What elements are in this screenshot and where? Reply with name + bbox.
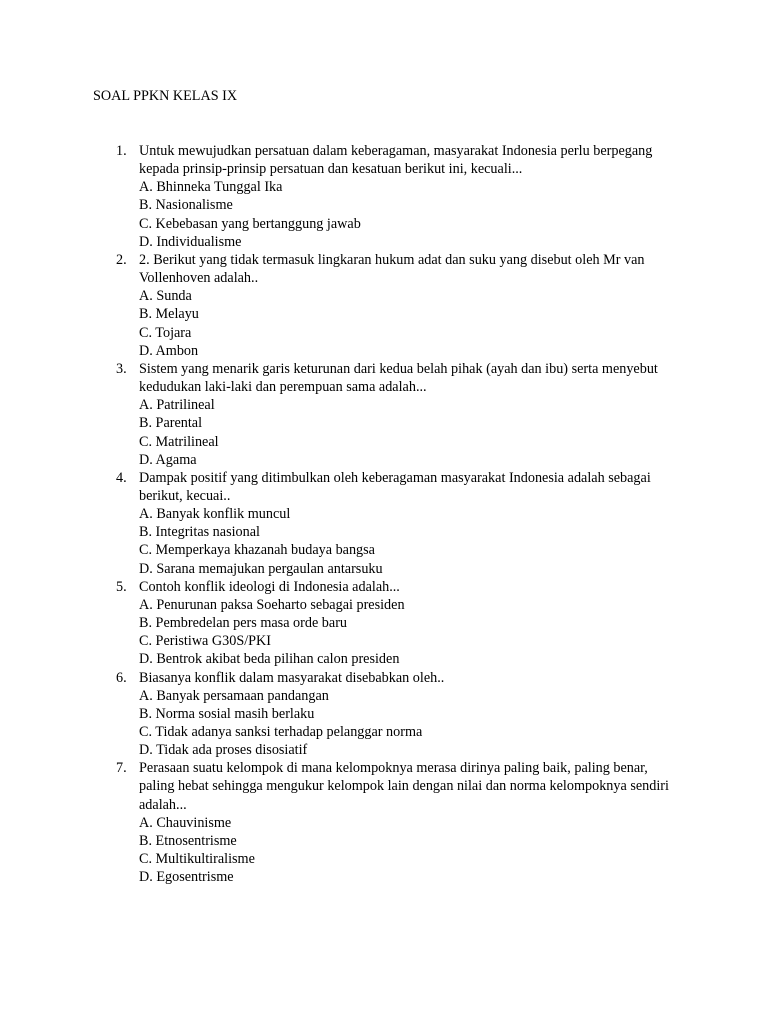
question-text: Untuk mewujudkan persatuan dalam keberagaman, masyarakat Indonesia perlu berpegang kepada prinsip-prinsip persatuan dan kesatuan berikut ini, kecuali...: [139, 143, 653, 178]
answer-option: A. Chauvinisme: [139, 814, 232, 831]
page-title: SOAL PPKN KELAS IX: [93, 88, 238, 104]
answer-option: B. Integritas nasional: [139, 524, 260, 541]
answer-options: [139, 505, 768, 578]
answer-option: B. Nasionalisme: [139, 197, 233, 214]
answer-option: B. Melayu: [139, 306, 199, 323]
question-list: [0, 142, 768, 886]
answer-option: A. Patrilineal: [139, 397, 215, 414]
answer-option: A. Penurunan paksa Soeharto sebagai presiden: [139, 596, 405, 613]
answer-option: A. Banyak konflik muncul: [139, 506, 291, 523]
answer-option: C. Matrilineal: [139, 433, 219, 450]
answer-option: B. Parental: [139, 415, 203, 432]
question-item: [0, 578, 768, 669]
answer-option: C. Kebebasan yang bertanggung jawab: [139, 215, 361, 232]
answer-options: [139, 178, 768, 251]
answer-option: D. Tidak ada proses disosiatif: [139, 742, 308, 759]
question-number: 3.: [116, 360, 127, 377]
question-text: 2. Berikut yang tidak termasuk lingkaran hukum adat dan suku yang disebut oleh Mr van Vollenhoven adalah..: [139, 251, 645, 287]
answer-option: D. Individualisme: [139, 233, 242, 250]
question-number: 7.: [116, 760, 127, 777]
answer-option: C. Multikultiralisme: [139, 851, 255, 868]
answer-option: B. Pembredelan pers masa orde baru: [139, 615, 348, 632]
answer-options: [139, 687, 768, 760]
question-item: [0, 360, 768, 469]
question-item: [0, 142, 768, 251]
answer-option: A. Bhinneka Tunggal Ika: [139, 179, 283, 196]
question-text: Dampak positif yang ditimbulkan oleh keberagaman masyarakat Indonesia adalah sebagai berikut, kecuai..: [139, 469, 651, 504]
question-number: 1.: [116, 143, 127, 159]
question-text: Contoh konflik ideologi di Indonesia adalah...: [139, 578, 400, 595]
question-number: 2.: [116, 251, 127, 268]
answer-option: B. Norma sosial masih berlaku: [139, 705, 315, 722]
answer-option: C. Tojara: [139, 324, 192, 341]
question-item: [0, 469, 768, 578]
answer-option: C. Tidak adanya sanksi terhadap pelanggar norma: [139, 724, 423, 740]
answer-options: [139, 814, 768, 887]
answer-option: D. Egosentrisme: [139, 869, 234, 886]
answer-option: B. Etnosentrisme: [139, 832, 237, 849]
answer-option: A. Banyak persamaan pandangan: [139, 687, 329, 704]
question-number: 6.: [116, 669, 127, 686]
answer-option: D. Ambon: [139, 342, 199, 359]
answer-option: C. Peristiwa G30S/PKI: [139, 633, 272, 650]
question-item: [0, 759, 768, 886]
answer-options: [139, 596, 768, 669]
question-text: Perasaan suatu kelompok di mana kelompoknya merasa dirinya paling baik, paling benar, paling hebat sehingga mengukur kelompok lain dengan nilai dan norma kelompoknya sendiri adalah...: [139, 760, 669, 813]
question-item: [0, 251, 768, 360]
answer-option: D. Bentrok akibat beda pilihan calon presiden: [139, 651, 400, 668]
answer-option: C. Memperkaya khazanah budaya bangsa: [139, 542, 375, 559]
question-number: 5.: [116, 578, 127, 595]
answer-option: D. Agama: [139, 451, 197, 468]
question-text: Biasanya konflik dalam masyarakat disebabkan oleh..: [139, 669, 445, 686]
answer-option: A. Sunda: [139, 288, 192, 305]
answer-options: [139, 287, 768, 360]
answer-option: D. Sarana memajukan pergaulan antarsuku: [139, 560, 383, 577]
answer-options: [139, 396, 768, 469]
question-item: [0, 669, 768, 760]
question-text: Sistem yang menarik garis keturunan dari kedua belah pihak (ayah dan ibu) serta menyebut kedudukan laki-laki dan perempuan sama adalah...: [139, 360, 658, 396]
question-number: 4.: [116, 469, 127, 486]
